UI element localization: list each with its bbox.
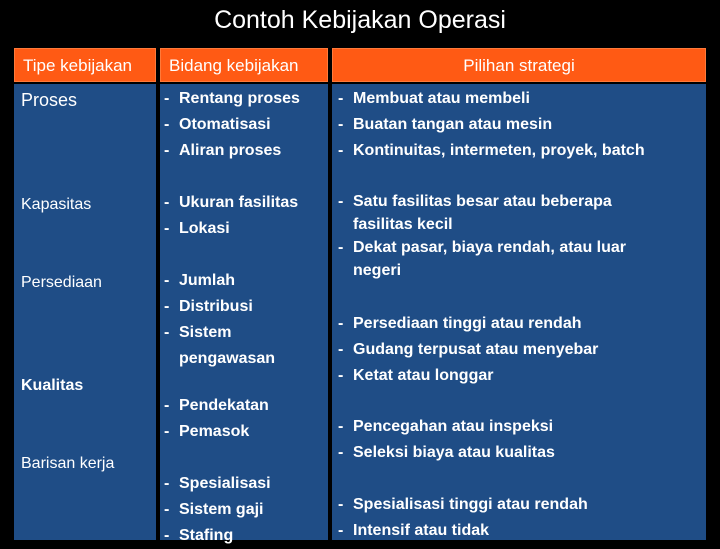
list-item: - Dekat pasar, biaya rendah, atau luar negeri — [338, 236, 626, 282]
list-item: - Rentang proses — [164, 86, 300, 112]
field-list-kualitas — [164, 393, 269, 445]
list-item: - Persediaan tinggi atau rendah — [338, 311, 598, 337]
list-item: - Spesialisasi — [164, 471, 271, 497]
list-item: - Lokasi — [164, 216, 298, 242]
list-item: - Membuat atau membeli — [338, 86, 645, 112]
header-strategy-choice: Pilihan strategi — [332, 48, 706, 82]
strategy-list-kualitas — [338, 414, 555, 466]
list-item: - Sistem pengawasan — [164, 320, 275, 372]
strategy-list-persediaan — [338, 311, 598, 389]
policy-type-kapasitas: Kapasitas — [21, 196, 92, 213]
list-item: - Pemasok — [164, 419, 269, 445]
list-item: - Stafing — [164, 523, 271, 549]
field-list-persediaan — [164, 268, 275, 372]
list-item: - Otomatisasi — [164, 112, 300, 138]
field-list-kapasitas — [164, 190, 298, 242]
strategy-list-kapasitas — [338, 190, 626, 282]
strategy-list-barisan-kerja — [338, 492, 588, 544]
policy-type-kualitas: Kualitas — [21, 377, 84, 394]
list-item: - Buatan tangan atau mesin — [338, 112, 645, 138]
list-item: - Jumlah — [164, 268, 275, 294]
list-item: - Gudang terpusat atau menyebar — [338, 337, 598, 363]
list-item: - Pencegahan atau inspeksi — [338, 414, 555, 440]
list-item: - Kontinuitas, intermeten, proyek, batch — [338, 138, 645, 164]
list-item: - Distribusi — [164, 294, 275, 320]
policy-type-persediaan: Persediaan — [21, 274, 102, 291]
strategy-list-proses — [338, 86, 645, 164]
policy-type-proses: Proses — [21, 90, 78, 110]
list-item: - Spesialisasi tinggi atau rendah — [338, 492, 588, 518]
list-item: - Ukuran fasilitas — [164, 190, 298, 216]
policy-type-barisan-kerja: Barisan kerja — [21, 455, 115, 472]
list-item: - Ketat atau longgar — [338, 363, 598, 389]
list-item: - Sistem gaji — [164, 497, 271, 523]
slide-title: Contoh Kebijakan Operasi — [214, 6, 506, 34]
header-policy-type: Tipe kebijakan — [14, 48, 156, 82]
field-list-barisan-kerja — [164, 471, 271, 549]
list-item: - Satu fasilitas besar atau beberapa fasilitas kecil — [338, 190, 626, 236]
list-item: - Pendekatan — [164, 393, 269, 419]
list-item: - Aliran proses — [164, 138, 300, 164]
list-item: - Seleksi biaya atau kualitas — [338, 440, 555, 466]
list-item: - Intensif atau tidak — [338, 518, 588, 544]
field-list-proses — [164, 86, 300, 164]
header-policy-field: Bidang kebijakan — [160, 48, 328, 82]
